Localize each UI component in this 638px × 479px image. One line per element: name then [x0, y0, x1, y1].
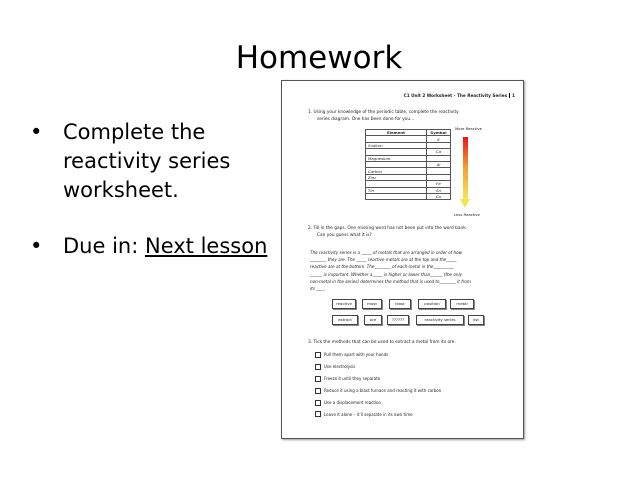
table-row: Magnesium [366, 155, 451, 161]
due-label: Due in: [63, 234, 145, 258]
list-item: Leave it alone – it’ll separate in its own time [315, 408, 441, 420]
table-header: Symbol [427, 130, 451, 136]
bullet-dot: • [30, 234, 43, 258]
table-row: Ca [366, 149, 451, 155]
more-reactive-label: More Reactive [455, 126, 482, 131]
question-2 [308, 226, 508, 239]
question-line: series diagram. One has been done for you… [317, 116, 415, 122]
due-value: Next lesson [144, 234, 268, 258]
bullet-line: worksheet. [63, 178, 179, 202]
word-bank-item: position [418, 299, 446, 309]
list-item: Use a displacement reaction [315, 397, 441, 409]
table-row: Cu [366, 193, 451, 199]
question-3: 3. Tick the methods that can be used to extract a metal from its ore. [308, 340, 456, 345]
checkbox [315, 411, 321, 417]
table-header: Element [366, 130, 427, 136]
checkbox [315, 388, 321, 394]
list-item: Reduce it using a blast furnace and reacting it with carbon [315, 385, 441, 397]
word-bank-item: reactive [332, 299, 356, 309]
word-bank-item: ore [364, 315, 382, 325]
checkbox [315, 376, 321, 382]
bullet-dot: • [30, 120, 43, 144]
methods-checklist [315, 349, 441, 420]
table-row: K [366, 136, 451, 142]
question-line: 2. Fill in the gaps. One missing word has not been put into the word bank. [308, 226, 468, 231]
bullet-line: reactivity series [63, 149, 231, 173]
reactivity-arrow [463, 137, 468, 199]
word-bank-item: most [362, 299, 382, 309]
worksheet-page-number: 1 [512, 93, 515, 98]
question-line: 1. Using your knowledge of the periodic table, complete the reactivity [308, 110, 459, 115]
slide-title: Homework [235, 40, 403, 76]
question-1 [308, 110, 508, 123]
table-row: Fe [366, 181, 451, 187]
word-bank-item: reactivity series [416, 315, 464, 325]
reactivity-arrow-head [460, 199, 470, 208]
word-bank-item: metal [450, 299, 474, 309]
table-row: Al [366, 161, 451, 167]
word-bank-item: list [468, 315, 484, 325]
gap-fill-paragraph: The reactivity series is a _____ of metals that are arranged in order of how ________ they are. The _____ reactive metals are at the top and the_____ reactive are at the bottom. The________ of each metal in the__________ ______ is important. Whether a_____ is higher or lower than______ (the only non-metal in the series) determines the method that is used to________ it from its ____. [310, 250, 471, 292]
checkbox [315, 352, 321, 358]
list-item: Freeze it until they separate [315, 373, 441, 385]
list-item: Use electrolysis [315, 361, 441, 373]
word-bank-item: least [389, 299, 411, 309]
table-row: Carbon [366, 168, 451, 174]
question-line: Can you guess what it is? [317, 232, 372, 238]
worksheet-header-title: C1 Unit 2 Worksheet – The Reactivity Series [403, 93, 508, 98]
word-bank-item: extract [332, 315, 358, 325]
checkbox [315, 364, 321, 370]
reactivity-table [365, 129, 451, 200]
checkbox [315, 400, 321, 406]
table-row: Sodium [366, 142, 451, 148]
worksheet-header [404, 93, 515, 98]
worksheet-image [281, 80, 524, 439]
table-row: Zinc [366, 174, 451, 180]
list-item: Pull them apart with your hands [315, 349, 441, 361]
table-row: Tin Sn [366, 187, 451, 193]
word-bank-item: ?????? [387, 315, 409, 325]
bullet-line: Complete the [63, 120, 206, 144]
less-reactive-label: Less Reactive [454, 212, 480, 217]
